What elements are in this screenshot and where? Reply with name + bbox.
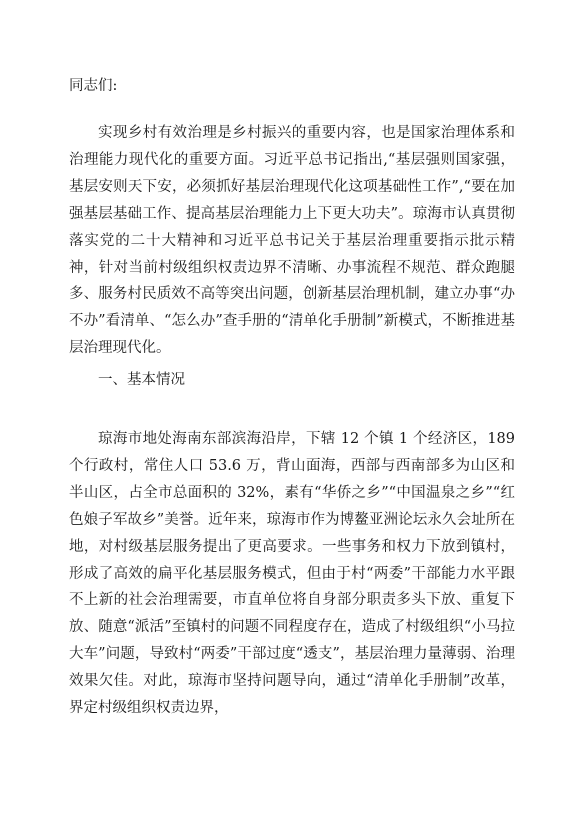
salutation: 同志们: [69, 78, 118, 94]
intro-paragraph: 实现乡村有效治理是乡村振兴的重要内容，也是国家治理体系和治理能力现代化的重要方面。习近平总书记指出,“基层强则国家强，基层安则天下安，必须抓好基层治理现代化这项基础性工作”,“要在加强基层基础工作、提高基层治理能力上下更大功夫”。琼海市认真贯彻落实党的二十大精神和习近平总书记关于基层治理重要指示批示精神，针对当前村级组织权责边界不清晰、办事流程不规范、群众跑腿多、服务村民质效不高等突出问题，创新基层治理机制，建立办事“办不办”看清单、“怎么办”查手册的“清单化手册制”新模式，不断推进基层治理现代化。 [69, 125, 515, 357]
section-heading: 一、基本情况 [98, 372, 185, 388]
basic-situation-paragraph: 琼海市地处海南东部滨海沿岸，下辖 12 个镇 1 个经济区，189 个行政村，常住人口 53.6 万，背山面海，西部与西南部多为山区和半山区，占全市总面积的 32%，素有“华侨之乡”“中国温泉之乡”“红色娘子军故乡”美誉。近年来，琼海市作为博鳌亚洲论坛永久会址所在地，对村级基层服务提出了更高要求。一些事务和权力下放到镇村，形成了高效的扁平化基层服务模式，但由于村“两委”干部能力水平跟不上新的社会治理需要，市直单位将自身部分职责多头下放、重复下放、随意“派活”至镇村的问题不同程度存在，造成了村级组织“小马拉大车”问题，导致村“两委”干部过度“透支”，基层治理力量薄弱、治理效果欠佳。对此，琼海市坚持问题导向，通过“清单化手册制”改革，界定村级组织权责边界， [69, 431, 515, 717]
